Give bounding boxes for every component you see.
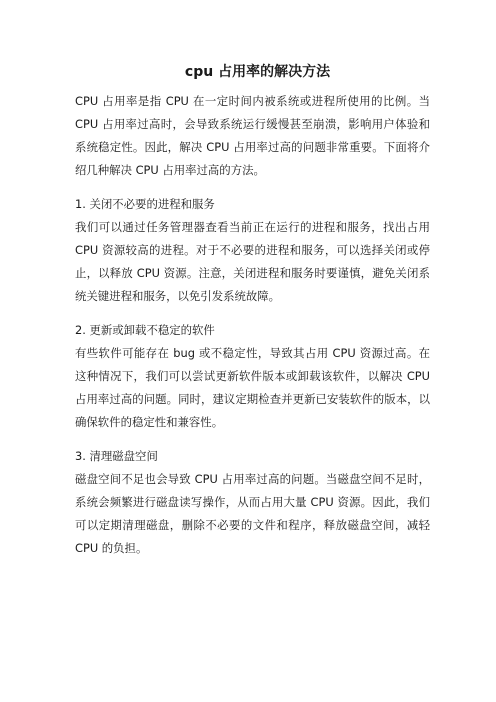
- section-heading: 3. 清理磁盘空间: [75, 449, 158, 463]
- intro-paragraph: CPU 占用率是指 CPU 在一定时间内被系统或进程所使用的比例。当 CPU 占用率过高时，会导致系统运行缓慢甚至崩溃，影响用户体验和系统稳定性。因此，解决 CPU 占用率过高的问题非常重要。下面将介绍几种解决 CPU 占用率过高的方法。: [75, 94, 430, 177]
- section-body: 磁盘空间不足也会导致 CPU 占用率过高的问题。当磁盘空间不足时，系统会频繁进行磁盘读写操作，从而占用大量 CPU 资源。因此，我们可以定期清理磁盘，删除不必要的文件和程序，释放磁盘空间，减轻 CPU 的负担。: [75, 472, 430, 555]
- section-heading: 1. 关闭不必要的进程和服务: [75, 197, 215, 211]
- section-body: 我们可以通过任务管理器查看当前正在运行的进程和服务，找出占用 CPU 资源较高的进程。对于不必要的进程和服务，可以选择关闭或停止，以释放 CPU 资源。注意，关闭进程和服务时要谨慎，避免关闭系统关键进程和服务，以免引发系统故障。: [75, 220, 430, 303]
- section-heading: 2. 更新或卸载不稳定的软件: [75, 323, 215, 337]
- section-3: [75, 445, 430, 560]
- section-1: [75, 193, 430, 308]
- section-2: [75, 319, 430, 434]
- document-title: cpu 占用率的解决方法: [184, 64, 331, 80]
- section-body: 有些软件可能存在 bug 或不稳定性，导致其占用 CPU 资源过高。在这种情况下，我们可以尝试更新软件版本或卸载该软件，以解决 CPU 占用率过高的问题。同时，建议定期检查并更新已安装软件的版本，以确保软件的稳定性和兼容性。: [75, 346, 430, 429]
